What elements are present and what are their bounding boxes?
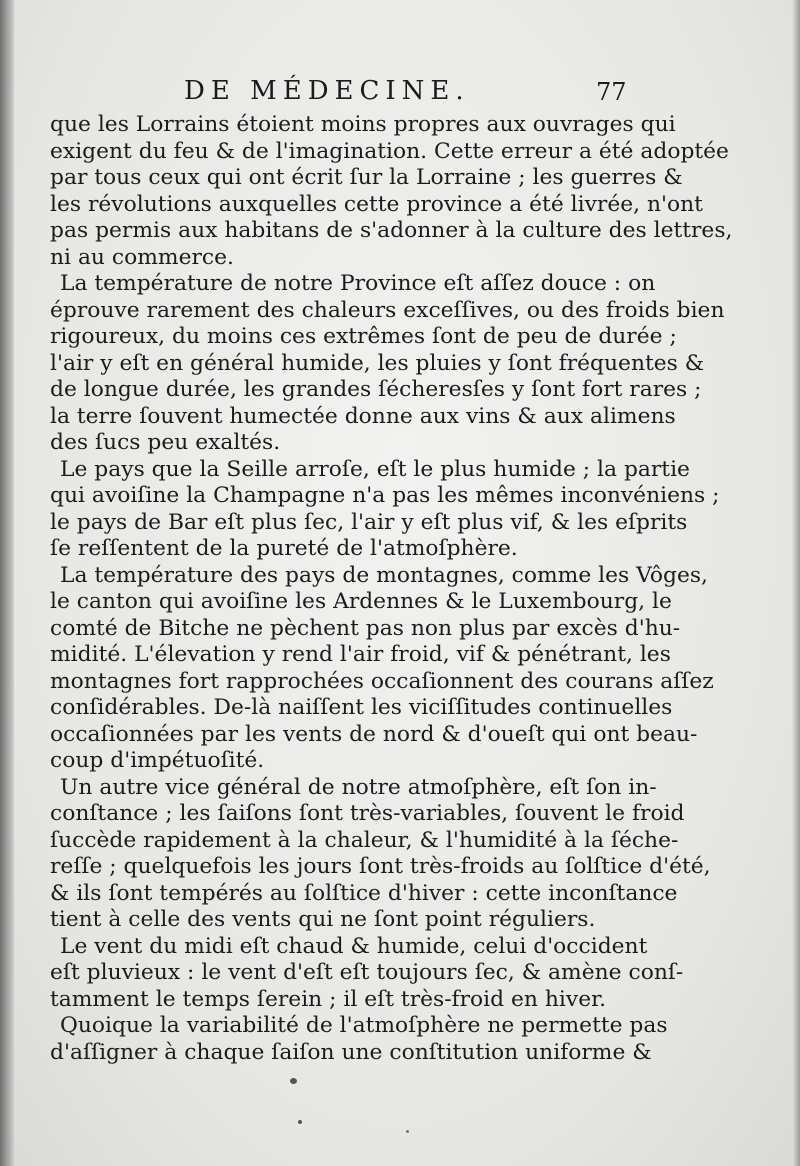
- text-line: ſuccède rapidement à la chaleur, & l'humidité à la ſéche-: [50, 827, 679, 853]
- text-line: ſe reſſentent de la pureté de l'atmoſphère.: [50, 536, 518, 561]
- text-line: par tous ceux qui ont écrit ſur la Lorraine ; les guerres &: [50, 165, 683, 190]
- text-line: de longue durée, les grandes ſécheresſes y ſont fort rares ;: [50, 377, 702, 402]
- text-line: reſſe ; quelquefois les jours ſont très-froids au ſolſtice d'été,: [50, 854, 711, 879]
- page-header: [0, 70, 800, 110]
- page-left-edge-shadow: [0, 0, 14, 1166]
- text-line: éprouve rarement des chaleurs exceſſives, ou des froids bien: [50, 297, 725, 323]
- text-line: des ſucs peu exaltés.: [50, 430, 281, 455]
- paragraph: [50, 456, 720, 563]
- text-line: ni au commerce.: [50, 244, 234, 270]
- text-line: le canton qui avoiſine les Ardennes & le Luxembourg, le: [50, 589, 672, 614]
- text-line: conſtance ; les ſaiſons ſont très-variables, ſouvent le froid: [50, 801, 685, 826]
- text-line: tient à celle des vents qui ne ſont point réguliers.: [50, 907, 596, 932]
- paragraph: [50, 774, 711, 934]
- text-line: exigent du feu & de l'imagination. Cette erreur a été adoptée: [50, 138, 729, 164]
- text-line: qui avoiſine la Champagne n'a pas les mêmes inconvéniens ;: [50, 483, 720, 508]
- text-line: pas permis aux habitans de s'adonner à la culture des lettres,: [50, 218, 733, 243]
- text-line: que les Lorrains étoient moins propres aux ouvrages qui: [50, 112, 676, 137]
- text-line: midité. L'élevation y rend l'air froid, vif & pénétrant, les: [50, 642, 671, 667]
- text-line: d'aſſigner à chaque ſaiſon une conſtitution uniforme &: [50, 1039, 652, 1065]
- ink-spot: [290, 1078, 297, 1084]
- body-text: [50, 112, 733, 1066]
- ink-spot: [406, 1130, 409, 1133]
- text-line: tamment le temps ſerein ; il eſt très-froid en hiver.: [50, 986, 607, 1012]
- running-head: DE MÉDECINE.: [184, 76, 470, 106]
- ink-spot: [298, 1120, 302, 1124]
- text-line: La température des pays de montagnes, comme les Vôges,: [60, 562, 708, 588]
- page-right-edge-shadow: [792, 0, 800, 1166]
- paragraph: [50, 112, 733, 271]
- text-line: l'air y eſt en général humide, les pluies y ſont fréquentes &: [50, 350, 705, 376]
- text-line: eſt pluvieux : le vent d'eſt eſt toujours ſec, & amène conſ-: [50, 960, 684, 985]
- page-number: 77: [596, 78, 627, 106]
- paragraph: [50, 933, 684, 1014]
- text-line: conſidérables. De-là naiſſent les viciſſitudes continuelles: [50, 695, 673, 720]
- text-line: Le pays que la Seille arroſe, eſt le plus humide ; la partie: [60, 456, 690, 482]
- text-line: Quoique la variabilité de l'atmoſphère ne permette pas: [60, 1013, 668, 1038]
- paragraph: [50, 1013, 668, 1066]
- text-line: rigoureux, du moins ces extrêmes ſont de peu de durée ;: [50, 324, 677, 349]
- text-line: le pays de Bar eſt plus ſec, l'air y eſt plus vif, & les eſprits: [50, 509, 688, 535]
- text-line: occaſionnées par les vents de nord & d'oueſt qui ont beau-: [50, 721, 698, 747]
- paragraph: [50, 271, 725, 457]
- text-line: la terre ſouvent humectée donne aux vins & aux alimens: [50, 403, 676, 429]
- text-line: & ils ſont tempérés au ſolſtice d'hiver : cette inconſtance: [50, 880, 678, 906]
- text-line: Le vent du midi eſt chaud & humide, celui d'occident: [60, 933, 648, 959]
- paragraph: [50, 562, 714, 775]
- text-line: La température de notre Province eſt aſſez douce : on: [60, 271, 656, 296]
- text-line: montagnes fort rapprochées occaſionnent des courans aſſez: [50, 668, 714, 694]
- text-line: coup d'impétuoſité.: [50, 748, 265, 773]
- text-line: comté de Bitche ne pèchent pas non plus par excès d'hu-: [50, 615, 681, 641]
- text-line: Un autre vice général de notre atmoſphère, eſt ſon in-: [60, 774, 657, 800]
- text-line: les révolutions auxquelles cette province a été livrée, n'ont: [50, 191, 703, 217]
